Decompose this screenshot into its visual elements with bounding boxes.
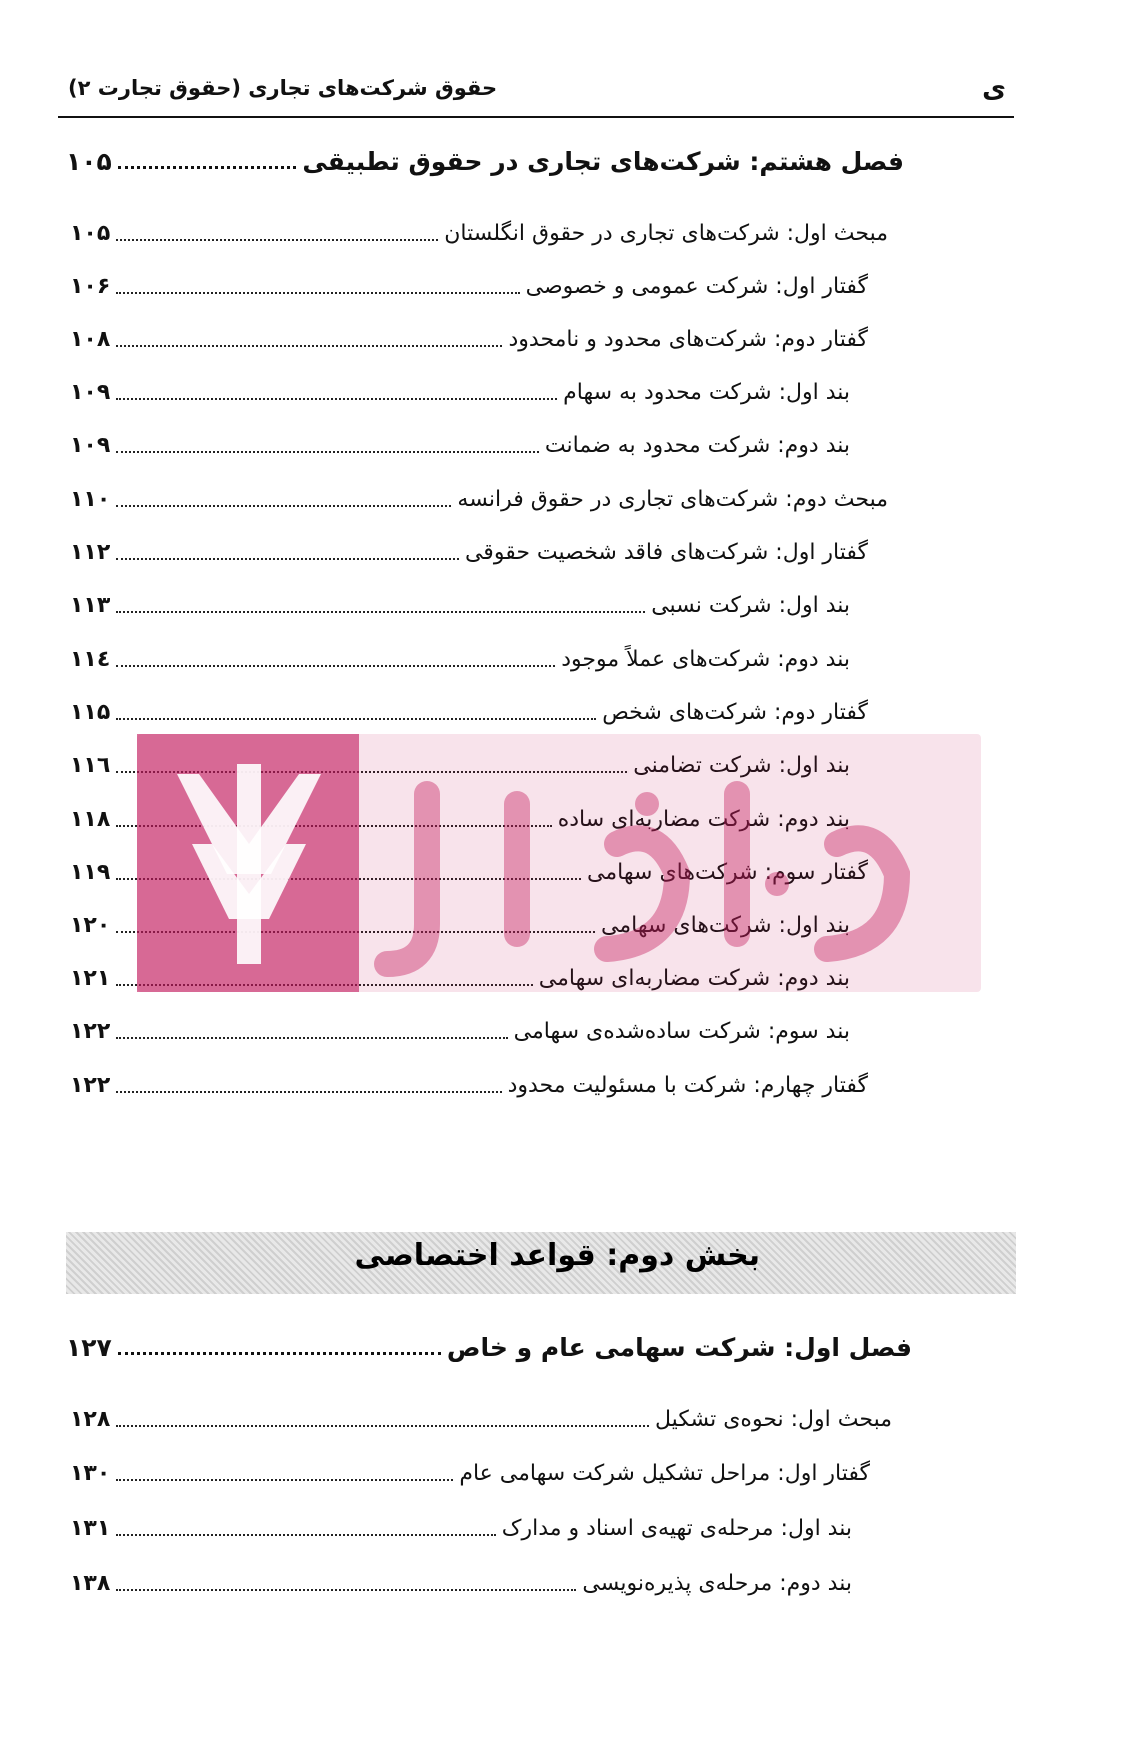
leader-dots	[116, 771, 627, 773]
toc-entry-page: ۱۱۰	[70, 487, 111, 512]
toc-entry-page: ۱۲۰	[70, 913, 111, 938]
toc-entry[interactable]	[70, 1062, 868, 1102]
leader-dots	[116, 931, 595, 933]
toc-entry-page: ۱۰۵	[70, 221, 111, 246]
toc-entry-label: بند دوم: مرحله‌ی پذیره‌نویسی	[582, 1571, 852, 1596]
leader-dots	[116, 1534, 495, 1536]
toc-entry-label: بند اول: شرکت تضامنی	[633, 753, 850, 778]
toc-entry-page: ۱۱٤	[70, 647, 111, 672]
toc-entry[interactable]	[70, 636, 850, 676]
toc-entry-label: گفتار اول: مراحل تشکیل شرکت سهامی عام	[459, 1461, 870, 1486]
leader-dots	[116, 984, 532, 986]
toc-entry-label: فصل اول: شرکت سهامی عام و خاص	[446, 1333, 912, 1362]
toc-entry-label: گفتار چهارم: شرکت با مسئولیت محدود	[507, 1073, 868, 1098]
toc-entry-page: ۱۳۱	[70, 1516, 111, 1541]
toc-entry[interactable]	[70, 529, 868, 569]
toc-entry[interactable]	[70, 742, 850, 782]
toc-entry[interactable]	[70, 316, 868, 356]
toc-entry[interactable]	[70, 422, 850, 462]
toc-entry-label: بند اول: شرکت‌های سهامی	[601, 913, 850, 938]
toc-entry-page: ۱۲۱	[70, 966, 111, 991]
toc-entry[interactable]	[70, 369, 850, 409]
toc-entry-label: بند دوم: شرکت مضاربه‌ای ساده	[557, 807, 850, 832]
leader-dots	[116, 1425, 649, 1427]
leader-dots	[116, 398, 557, 400]
toc-entry-label: بند دوم: شرکت‌های عملاً موجود	[561, 647, 850, 672]
leader-dots	[116, 1479, 453, 1481]
toc-entry-label: فصل هشتم: شرکت‌های تجاری در حقوق تطبیقی	[302, 147, 904, 176]
book-title: حقوق شرکت‌های تجاری (حقوق تجارت ۲)	[68, 76, 498, 100]
toc-entry-page: ۱۲۲	[70, 1019, 111, 1044]
leader-dots	[116, 1589, 576, 1591]
toc-entry-page: ۱۱۲	[70, 540, 111, 565]
toc-entry-page: ۱۱۳	[70, 593, 111, 618]
toc-entry[interactable]	[70, 796, 850, 836]
toc-entry-page: ۱۲۷	[66, 1333, 112, 1362]
toc-entry-page: ۱۳۰	[70, 1461, 111, 1486]
leader-dots	[116, 1037, 507, 1039]
toc-entry-page: ۱۱٦	[70, 753, 111, 778]
toc-entry[interactable]	[70, 263, 868, 303]
toc-entry-page: ۱۲۸	[70, 1407, 111, 1432]
toc-entry[interactable]	[70, 1560, 852, 1600]
toc-entry-page: ۱۲۲	[70, 1073, 111, 1098]
toc-entry[interactable]	[70, 902, 850, 942]
leader-dots	[116, 558, 459, 560]
leader-dots	[116, 878, 581, 880]
leader-dots	[116, 345, 502, 347]
page-number: ی	[982, 74, 1006, 104]
toc-entry[interactable]	[70, 582, 850, 622]
toc-entry-label: گفتار اول: شرکت‌های فاقد شخصیت حقوقی	[464, 540, 868, 565]
toc-entry-page: ۱۱۹	[70, 860, 111, 885]
toc-entry[interactable]	[70, 1008, 850, 1048]
leader-dots	[116, 825, 551, 827]
toc-entry[interactable]	[70, 955, 850, 995]
toc-entry[interactable]	[70, 849, 868, 889]
toc-entry[interactable]	[70, 476, 888, 516]
toc-entry-page: ۱۰۹	[70, 380, 111, 405]
leader-dots	[116, 451, 539, 453]
toc-entry-label: بند سوم: شرکت ساده‌شده‌ی سهامی	[513, 1019, 850, 1044]
toc-entry-page: ۱۱۸	[70, 807, 111, 832]
toc-entry-page: ۱۰۵	[66, 147, 112, 176]
leader-dots	[116, 292, 519, 294]
toc-entry[interactable]	[70, 689, 868, 729]
toc-entry[interactable]	[70, 1450, 870, 1490]
toc-entry-label: گفتار دوم: شرکت‌های محدود و نامحدود	[508, 327, 868, 352]
leader-dots	[118, 166, 297, 169]
toc-entry-label: گفتار دوم: شرکت‌های شخص	[602, 700, 868, 725]
leader-dots	[116, 1091, 501, 1093]
toc-entry-page: ۱۰۶	[70, 274, 111, 299]
toc-entry-label: مبحث دوم: شرکت‌های تجاری در حقوق فرانسه	[457, 487, 888, 512]
toc-entry-label: بند اول: مرحله‌ی تهیه‌ی اسناد و مدارک	[501, 1516, 852, 1541]
toc-entry-page: ۱۱۵	[70, 700, 111, 725]
toc-entry[interactable]	[70, 210, 888, 250]
toc-entry-label: مبحث اول: نحوه‌ی تشکیل	[655, 1407, 892, 1432]
leader-dots	[116, 239, 438, 241]
toc-entry-page: ۱۳۸	[70, 1571, 111, 1596]
toc-entry[interactable]	[70, 1396, 892, 1436]
toc-entry-label: مبحث اول: شرکت‌های تجاری در حقوق انگلستان	[444, 221, 888, 246]
toc-entry-label: بند اول: شرکت محدود به سهام	[563, 380, 850, 405]
toc-entry-page: ۱۰۸	[70, 327, 111, 352]
toc-entry-label: بند اول: شرکت نسبی	[651, 593, 850, 618]
leader-dots	[116, 718, 596, 720]
leader-dots	[116, 611, 645, 613]
leader-dots	[116, 665, 555, 667]
toc-entry[interactable]	[70, 1505, 852, 1545]
toc-entry-label: گفتار سوم: شرکت‌های سهامی	[587, 860, 868, 885]
toc-entry-label: گفتار اول: شرکت عمومی و خصوصی	[525, 274, 868, 299]
toc-entry-page: ۱۰۹	[70, 433, 111, 458]
toc-chapter-heading[interactable]	[66, 1324, 912, 1364]
part-heading: بخش دوم: قواعد اختصاصی	[354, 1238, 760, 1273]
leader-dots	[116, 505, 451, 507]
leader-dots	[118, 1352, 441, 1355]
toc-chapter-heading[interactable]	[66, 138, 904, 178]
toc-entry-label: بند دوم: شرکت محدود به ضمانت	[544, 433, 850, 458]
toc-entry-label: بند دوم: شرکت مضاربه‌ای سهامی	[538, 966, 850, 991]
running-header	[58, 70, 1014, 118]
